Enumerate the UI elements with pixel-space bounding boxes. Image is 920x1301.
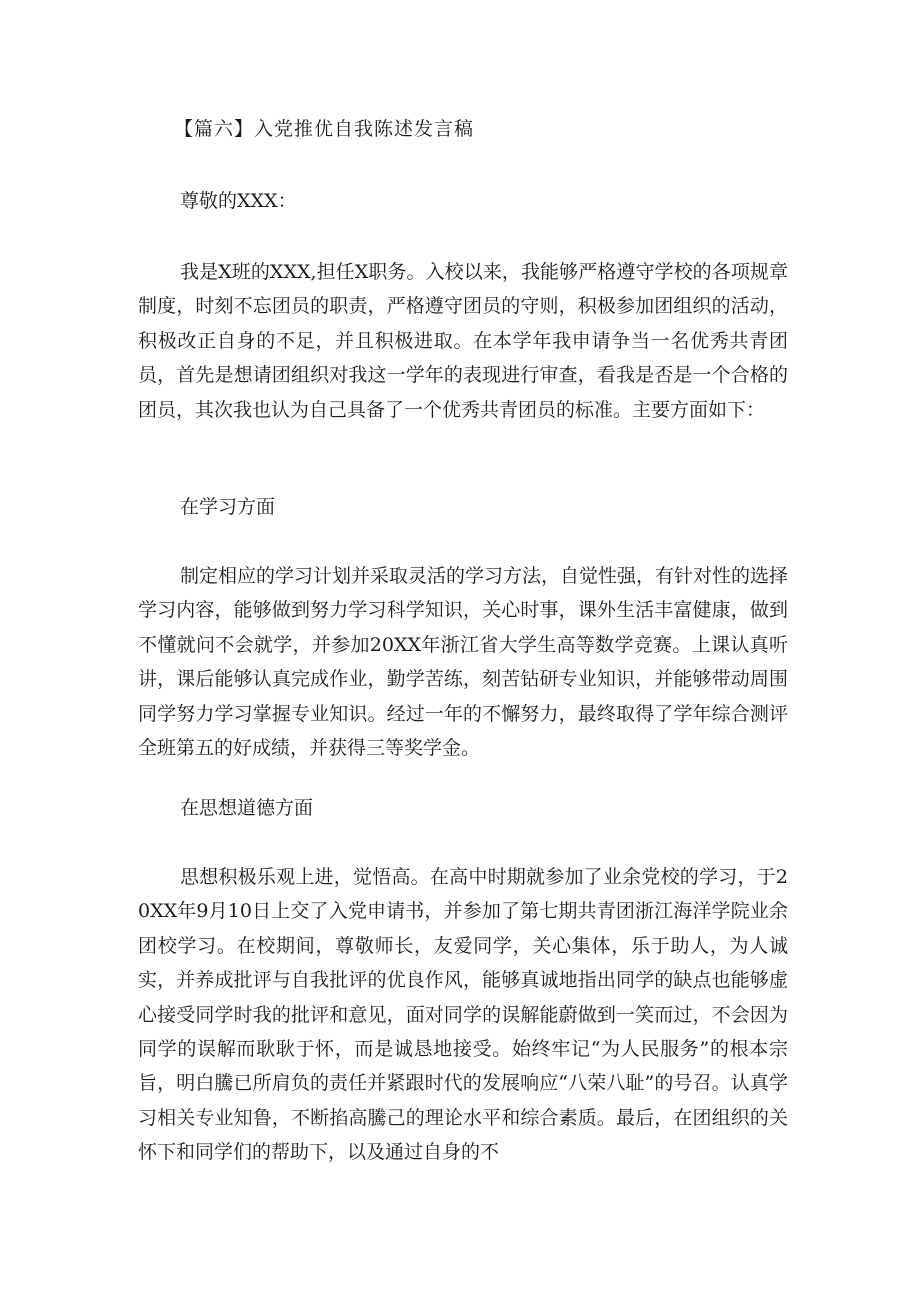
greeting: 尊敬的XXX：: [180, 190, 297, 212]
intro-paragraph: 我是X班的XXX,担任X职务。入校以来，我能够严格遵守学校的各项规章制度，时刻不忘团员的职责，严格遵守团员的守则，积极参加团组织的活动，积极改正自身的不足，并且积极进取。在本学年我申请争当一名优秀共青团员，首先是想请团组织对我这一学年的表现进行审查，看我是否是一个合格的团员，其次我也认为自己具备了一个优秀共青团员的标准。主要方面如下：: [138, 261, 788, 421]
document-title: 【篇六】入党推优自我陈述发言稿: [174, 118, 475, 140]
section-heading-study: 在学习方面: [180, 496, 276, 518]
section-heading-moral: 在思想道德方面: [180, 797, 314, 819]
study-paragraph: 制定相应的学习计划并采取灵活的学习方法，自觉性强，有针对性的选择学习内容，能够做到努力学习科学知识，关心时事，课外生活丰富健康，做到不懂就问不会就学，并参加20XX年浙江省大学生高等数学竞赛。上课认真听讲，课后能够认真完成作业，勤学苦练，刻苦钻研专业知识，并能够带动周围同学努力学习掌握专业知识。经过一年的不懈努力，最终取得了学年综合测评全班第五的好成绩，并获得三等奖学金。: [138, 565, 789, 760]
moral-paragraph: 思想积极乐观上进，觉悟高。在高中时期就参加了业余党校的学习，于20XX年9月10日上交了入党申请书，并参加了第七期共青团浙江海洋学院业余团校学习。在校期间，尊敬师长，友爱同学，关心集体，乐于助人，为人诚实，并养成批评与自我批评的优良作风，能够真诚地指出同学的缺点也能够虚心接受同学时我的批评和意见，面对同学的误解能蔚做到一笑而过，不会因为同学的误解而耿耿于怀，而是诚恳地接受。始终牢记“为人民服务”的根本宗旨，明白騰已所肩负的责任并紧跟时代的发展响应“八荣八耻”的号召。认真学习相关专业知鲁，不断掐高騰己的理论水平和综合素质。最后，在团组织的关怀下和同学们的帮助下，以及通过自身的不: [138, 866, 788, 1164]
